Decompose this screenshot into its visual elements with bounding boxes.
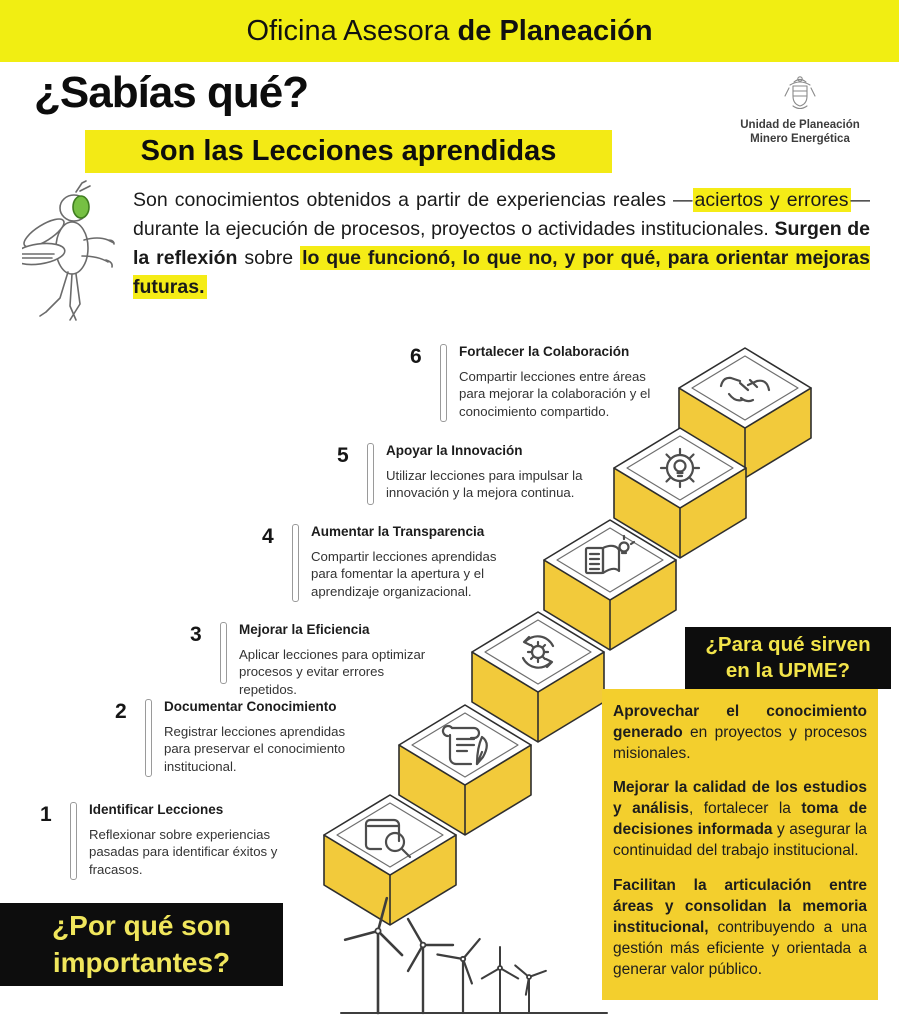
intro-text: Son conocimientos obtenidos a partir de experiencias reales — xyxy=(133,189,693,211)
step-item-6 xyxy=(410,344,665,422)
purpose-p2-bold2: toma de decisiones informada xyxy=(613,800,867,839)
intro-text-3: sobre xyxy=(237,247,301,269)
logo-name-line1: Unidad de Planeación xyxy=(740,119,860,131)
intro-bold: Surgen de la reflexión xyxy=(133,218,870,269)
wind-turbine xyxy=(408,919,453,1013)
importance-line1: ¿Por qué son xyxy=(52,909,231,941)
step-number: 5 xyxy=(337,444,349,467)
purpose-p2-bold1: Mejorar la calidad de los estudios y análisis xyxy=(613,779,867,818)
wind-turbines-illustration xyxy=(315,893,615,1021)
step-number: 1 xyxy=(40,803,52,826)
subtitle-highlight: Son las Lecciones aprendidas xyxy=(85,130,612,173)
step-divider xyxy=(145,699,152,777)
importance-box xyxy=(0,903,283,986)
wind-turbine xyxy=(515,965,546,1013)
purpose-paragraph-1 xyxy=(613,701,867,764)
wind-turbine xyxy=(437,939,479,1013)
purpose-paragraph-3 xyxy=(613,875,867,980)
step-title: Documentar Conocimiento xyxy=(164,699,337,714)
step-divider xyxy=(367,443,374,505)
purpose-box-header xyxy=(685,627,891,689)
insect-illustration xyxy=(22,178,130,328)
step-description: Aplicar lecciones para optimizar procesos y evitar errores repetidos. xyxy=(239,647,426,697)
step-description: Compartir lecciones aprendidas para fomentar la apertura y el aprendizaje organizacional. xyxy=(311,549,497,599)
banner-text: Oficina Asesora xyxy=(246,14,450,47)
intro-highlight-2: lo que funcionó, lo que no, y por qué, para orientar mejoras futuras. xyxy=(133,247,870,298)
purpose-header-line2: en la UPME? xyxy=(725,659,851,682)
step-divider xyxy=(292,524,299,602)
intro-text-2: — durante la ejecución de procesos, proyectos o actividades institucionales. xyxy=(133,189,870,240)
intro-paragraph xyxy=(133,186,870,302)
wind-turbine xyxy=(482,947,518,1013)
step-item-2 xyxy=(115,699,370,777)
intro-highlight-1: aciertos y errores xyxy=(694,189,849,211)
purpose-box xyxy=(602,689,878,1000)
step-title: Identificar Lecciones xyxy=(89,802,224,817)
importance-line2: importantes? xyxy=(52,946,231,978)
step-number: 4 xyxy=(262,525,274,548)
step-item-4 xyxy=(262,524,517,602)
top-banner xyxy=(0,0,899,62)
step-number: 2 xyxy=(115,700,127,723)
purpose-p1-bold: Aprovechar el conocimiento generado xyxy=(613,703,867,742)
upme-logo xyxy=(718,74,882,147)
step-divider xyxy=(70,802,77,880)
step-description: Utilizar lecciones para impulsar la innovación y la mejora continua. xyxy=(386,468,583,501)
step-title: Fortalecer la Colaboración xyxy=(459,344,630,359)
step-title: Apoyar la Innovación xyxy=(386,443,523,458)
step-item-1 xyxy=(40,802,295,880)
step-description: Registrar lecciones aprendidas para preservar el conocimiento institucional. xyxy=(164,724,346,774)
purpose-p3-rest: contribuyendo a una gestión más eficiente y orientada a generar valor público. xyxy=(613,918,867,978)
step-number: 6 xyxy=(410,345,422,368)
coat-of-arms-icon xyxy=(781,74,819,116)
step-description: Reflexionar sobre experiencias pasadas para identificar éxitos y fracasos. xyxy=(89,827,278,877)
step-divider xyxy=(220,622,227,684)
page-title: ¿Sabías qué? xyxy=(34,68,309,117)
purpose-header-line1: ¿Para qué sirven xyxy=(705,632,871,656)
step-item-3 xyxy=(190,622,445,698)
banner-text-bold: de Planeación xyxy=(457,14,653,47)
step-title: Mejorar la Eficiencia xyxy=(239,622,370,637)
purpose-p2-mid: , fortalecer la xyxy=(688,800,802,818)
step-divider xyxy=(440,344,447,422)
step-number: 3 xyxy=(190,623,202,646)
step-item-5 xyxy=(337,443,592,505)
logo-name-line2: Minero Energética xyxy=(750,133,850,146)
purpose-p2-rest: y asegurar la continuidad del trabajo institucional. xyxy=(613,821,867,860)
step-description: Compartir lecciones entre áreas para mejorar la colaboración y el conocimiento compartido. xyxy=(459,369,651,419)
step-title: Aumentar la Transparencia xyxy=(311,524,485,539)
wind-turbine xyxy=(345,898,402,1013)
purpose-p3-bold: Facilitan la articulación entre áreas y consolidan la memoria institucional, xyxy=(613,876,867,936)
purpose-p1-rest: en proyectos y procesos misionales. xyxy=(613,724,867,763)
purpose-paragraph-2 xyxy=(613,777,867,861)
